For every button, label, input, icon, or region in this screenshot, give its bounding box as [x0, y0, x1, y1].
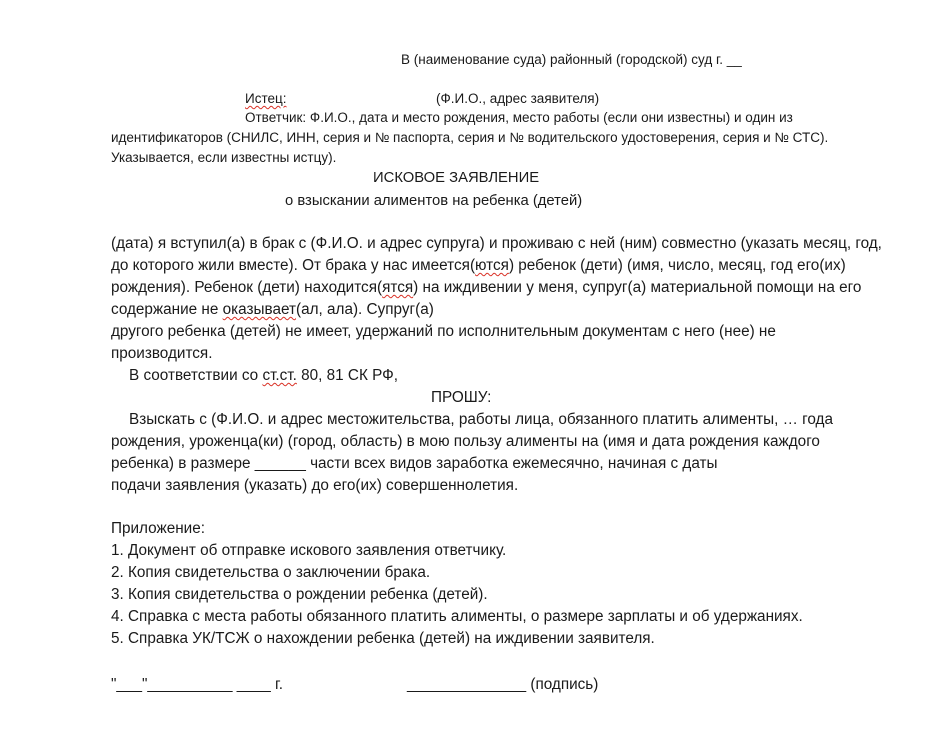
law-reference-a: В соответствии со	[129, 367, 263, 384]
plaintiff-label-text: Истец:	[245, 91, 287, 106]
appendix-item-3: 3. Копия свидетельства о рождении ребенка (детей).	[111, 586, 488, 603]
appendix-item-4: 4. Справка с места работы обязанного платить алименты, о размере зарплаты и об удержаниях.	[111, 608, 803, 625]
body-line-3-a: рождения). Ребенок (дети) находится(	[111, 279, 383, 296]
body-line-1: (дата) я вступил(а) в брак с (Ф.И.О. и адрес супруга) и проживаю с ней (ним) совместно (указать месяц, год,	[111, 235, 882, 252]
body-line-4	[111, 302, 434, 317]
request-line-4: подачи заявления (указать) до его(их) совершеннолетия.	[111, 477, 519, 494]
body-line-4-a: содержание не	[111, 301, 223, 318]
body-line-4-c: (ал, ала). Супруг(а)	[296, 301, 434, 318]
defendant-line-3: Указывается, если известны истцу).	[111, 150, 337, 165]
law-reference-c: 80, 81 СК РФ,	[296, 367, 399, 384]
body-line-2-c: ) ребенок (дети) (имя, число, месяц, год его(их)	[508, 257, 846, 274]
defendant-line-1: Ответчик: Ф.И.О., дата и место рождения, место работы (если они известны) и один из	[245, 110, 793, 125]
request-line-2: рождения, уроженца(ки) (город, область) в мою пользу алименты на (имя и дата рождения каждого	[111, 433, 820, 450]
plaintiff-label	[245, 92, 286, 106]
document-title: ИСКОВОЕ ЗАЯВЛЕНИЕ	[373, 170, 540, 186]
body-line-6: производится.	[111, 345, 213, 362]
signature-field: ______________ (подпись)	[407, 676, 599, 693]
appendix-heading: Приложение:	[111, 520, 205, 537]
request-line-1: Взыскать с (Ф.И.О. и адрес местожительства, работы лица, обязанного платить алименты, … года	[129, 411, 833, 428]
request-line-3: ребенка) в размере ______ части всех видов заработка ежемесячно, начиная с даты	[111, 455, 718, 472]
request-heading: ПРОШУ:	[431, 389, 492, 406]
court-line: В (наименование суда) районный (городской) суд г. __	[401, 52, 742, 67]
body-line-5: другого ребенка (детей) не имеет, удержаний по исполнительным документам с него (нее) не	[111, 323, 776, 340]
appendix-item-5: 5. Справка УК/ТСЖ о нахождении ребенка (детей) на иждивении заявителя.	[111, 630, 655, 647]
appendix-item-1: 1. Документ об отправке искового заявления ответчику.	[111, 542, 507, 559]
defendant-line-2: идентификаторов (СНИЛС, ИНН, серия и № паспорта, серия и № водительского удостоверения, серия и № СТС).	[111, 130, 829, 145]
plaintiff-hint: (Ф.И.О., адрес заявителя)	[436, 91, 600, 106]
body-line-2	[111, 258, 846, 273]
body-line-4-b: оказывает	[222, 301, 296, 318]
document-subtitle: о взыскании алиментов на ребенка (детей)	[285, 193, 583, 209]
appendix-item-2: 2. Копия свидетельства о заключении брака.	[111, 564, 431, 581]
law-reference-b: ст.ст.	[262, 367, 297, 384]
body-line-3-b: ятся	[382, 279, 414, 296]
body-line-2-b: ются	[475, 257, 509, 274]
body-line-3	[111, 280, 861, 295]
body-line-2-a: до которого жили вместе). От брака у нас имеется(	[111, 257, 476, 274]
date-field: "___"__________ ____ г.	[111, 676, 283, 693]
law-reference	[129, 368, 398, 383]
body-line-3-c: ) на иждивении у меня, супруг(а) материальной помощи на его	[413, 279, 862, 296]
